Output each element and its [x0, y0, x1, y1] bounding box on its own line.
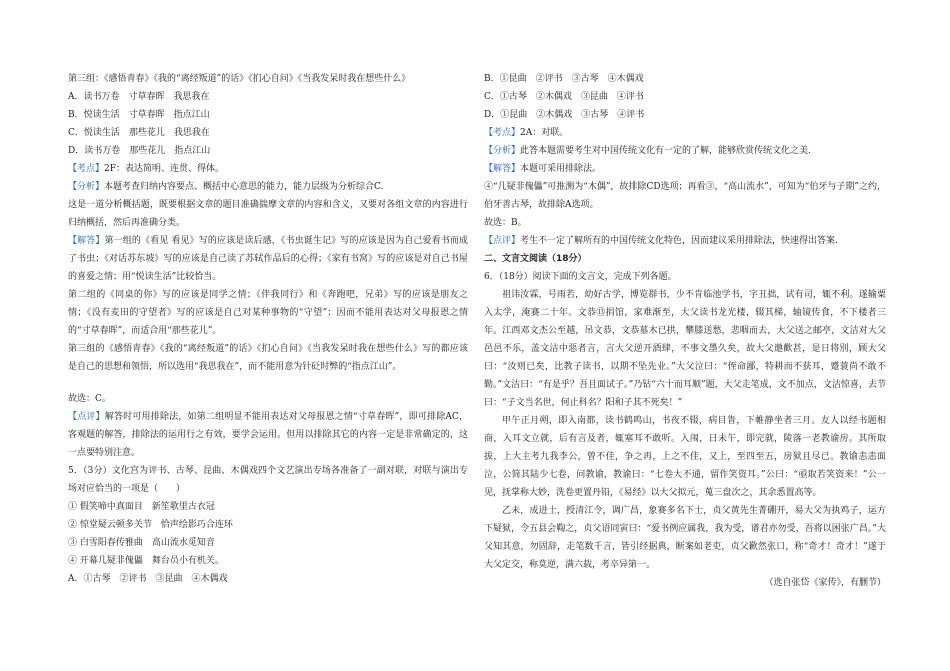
option-d: D．读书万卷 那些花儿 指点江山	[68, 146, 211, 156]
jieda-text: 本题可采用排除法。	[520, 164, 602, 174]
fenxi-tag: 【分析】	[484, 146, 521, 156]
q5-option-b: B．①昆曲 ②评书 ③古琴 ④木偶戏	[484, 74, 644, 84]
jieda-tag: 【解答】	[484, 164, 521, 174]
jieda-text: 第一组的《看见 看见》写的应该是读后感，《书虫诞生记》写的应该是因为自己爱看书而成了书虫；《对话苏东坡》写的应该是自己读了苏轼作品后的心得；《家有书窝》写的应该是对自己书屋的喜爱之情；用“悦读生活”比较恰当。	[68, 236, 468, 282]
fenxi-text: 本题考查归纳内容要点、概括中心意思的能力，能力层级为分析综合C.	[104, 182, 384, 192]
dianping-line	[484, 232, 886, 250]
kaodian-tag: 【考点】	[68, 164, 105, 174]
group3-line: 第三组：《感悟青春》《我的“离经叛道”的话》《扪心自问》《当我发呆时我在想些什么》	[68, 74, 411, 84]
fenxi-paragraph: 这是一道分析概括题，既要根据文章的题目准确揣摩文章的内容和含义，又要对各组文章的内容进行归纳概括，然后再准确分类。	[68, 200, 468, 228]
spacer	[68, 376, 468, 390]
couplet-4: ④ 开幕几疑非傀儡 舞台员小有机关。	[68, 556, 224, 566]
dianping-paragraph	[68, 408, 468, 462]
dianping-tag: 【点评】	[484, 236, 521, 246]
answer-line: 故选：B。	[484, 218, 527, 228]
kaodian-tag: 【考点】	[484, 128, 521, 138]
couplet-3: ③ 白雪阳春传雅曲 高山流水觅知音	[68, 538, 215, 548]
option-b: B．悦读生活 寸草春晖 指点江山	[68, 110, 210, 120]
left-column	[68, 70, 468, 588]
jieda-paragraph-2: 第二组的《同桌的你》写的应该是同学之情；《伴我同行》和《奔跑吧，兄弟》写的应该是朋友之情；《没有麦田的守望者》写的应该是自己对某种事物的“守望”；因而不能用表达对父母报恩之情的“寸草春晖”，而适合用“那些花儿”。	[68, 290, 468, 336]
passage-paragraph-2: 甲午正月朔，即入南都，读书鹤鸣山，书夜不辍，病目眚，下帷静坐者三月。友人以经书题相商，入耳文立就，后有言及者，辄塞耳不敢听。入闱，日未午，即完就，陵落一老教谕房。其所取拔，上大主考九我李公，曾不佳，争之再，上之不佳，又上，至四至五，房狱且尽已。教谕恚恚面泣，公简其陆少七卷，问教谕，教谕曰：“七卷大不通，留作笑资耳。”公曰：“亟取若笑资来！”公一见，抚掌称大妙，洗卷更置丹铅，《易经》以大父拟元，蒐三盘次之，其余悉置高等。	[484, 416, 886, 498]
couplet-2: ② 惊堂疑云顿多关节 恰声绘影巧合连环	[68, 520, 233, 530]
passage-paragraph-3: 乙未，成进士，授清江令，调广昌，象赛多名下士，贞父黄先生菁硼开，易大父为执鸡子，运方下疑狱，令五县会鞫之，贞父语同寅曰：“爱书例应属我，我为受，谱君亦勿受，吾将以困张广昌。”大父知其意，勿固辞，走笔数千言，皆引经据典，断案如老吏，贞父歉然张口，称“奇才！奇才！”遂于大父定交，称莫逆，满六载，考卒异第一。	[484, 506, 886, 570]
dianping-tag: 【点评】	[68, 412, 105, 422]
fenxi-line	[484, 142, 886, 160]
jieda-paragraph-3: 第三组的《感悟青春》《我的“离经叛道”的话》《扪心自问》《当我发呆时我在想些什么》写的都应该是自己的思想和领悟，所以选用“我思我在”，而不能用意为针砭时弊的“指点江山”。	[68, 344, 468, 372]
question-6-stem: 6．（18分）阅读下面的文言文，完成下列各题。	[484, 272, 677, 282]
kaodian-line	[68, 160, 468, 178]
kaodian-text: 2F：表达简明、连贯、得体。	[104, 164, 224, 174]
passage-paragraph-1: 祖讳汝霖，号雨若，幼好古学，博览群书，少不肯临池学书，字丑拙，试有司，辄不利。遂输粟入太学，淹赛二十年。文恭⑬捐馆，家难渐至，大父读书龙光楼，辍其梯，轴镜传食，不下楼者三年。江西邓文杰公至越，吊文恭，文恭墓木已拱，攀膝送愁，悲咽而去，大父送之邮亭，文洁对大父邑邑不乐，盖文洁中惡者言，言大父逆开酒肆，不事文墨久矣，故大父邀歡甚，是日将別，顾大父曰：“汝则已矣，比教子读书，以期不坠先业。”大父泣曰：“侄命鄙，特耕而不获耳，蹙蓑尚不敢不勤。”文洁曰：“有是乎？吾且面试子。”乃钻“六十而耳顺”题，大父走笔成，文不加点，文洁惊喜，去节曰：“子文当名世，何止科名？阳和子其不死矣！”	[484, 290, 886, 408]
q5-option-d: D．①昆曲 ②木偶戏 ③古琴 ④评书	[484, 110, 645, 120]
couplet-1: ① 假笑啼中真面目 新笙歌里古衣冠	[68, 502, 215, 512]
jieda-paragraph-1	[68, 232, 468, 286]
jieda-paragraph-2: ④“几疑非傀儡”可推测为“木偶”，故排除CD选项；再看③，“高山流水”，可知为“伯牙与子期”之约，伯牙善古琴，故排除A选项。	[484, 182, 886, 210]
answer-line: 故选：C。	[68, 394, 111, 404]
passage-source: （选自张岱《家传》，有删节）	[764, 578, 886, 588]
fenxi-text: 此答本题需要考生对中国传统文化有一定的了解，能够欣赏传统文化之美.	[520, 146, 811, 156]
jieda-tag: 【解答】	[68, 236, 105, 246]
option-a: A．读书万卷 寸草春晖 我思我在	[68, 92, 210, 102]
fenxi-line	[68, 178, 468, 196]
jieda-line	[484, 160, 886, 178]
q5-option-a: A．①古琴 ②评书 ③昆曲 ④木偶戏	[68, 574, 228, 584]
kaodian-line	[484, 124, 886, 142]
question-5-stem: 5．（3分）文化宫为评书、古琴、昆曲、木偶戏四个文艺演出专场各准备了一副对联，对联与演出专场对应恰当的一项是（ ）	[68, 466, 468, 494]
section-heading: 二、文言文阅读（18分）	[484, 254, 587, 264]
fenxi-tag: 【分析】	[68, 182, 105, 192]
dianping-text: 考生不一定了解所有的中国传统文化特色，因而建议采用排除法，快速得出答案.	[520, 236, 838, 246]
dianping-text: 解答时可用排除法，如第二组明显不能用表达对父母报恩之情“寸草春晖”，即可排除AC，客观题的解答，排除法的运用行之有效，要学会运用。但用以排除其它的内容一定是非常确定的，这一点要特别注意。	[68, 412, 468, 458]
option-c: C．悦读生活 那些花儿 我思我在	[68, 128, 210, 138]
kaodian-text: 2A：对联。	[520, 128, 569, 138]
q5-option-c: C．①古琴 ②木偶戏 ③昆曲 ④评书	[484, 92, 644, 102]
right-column	[484, 70, 886, 592]
